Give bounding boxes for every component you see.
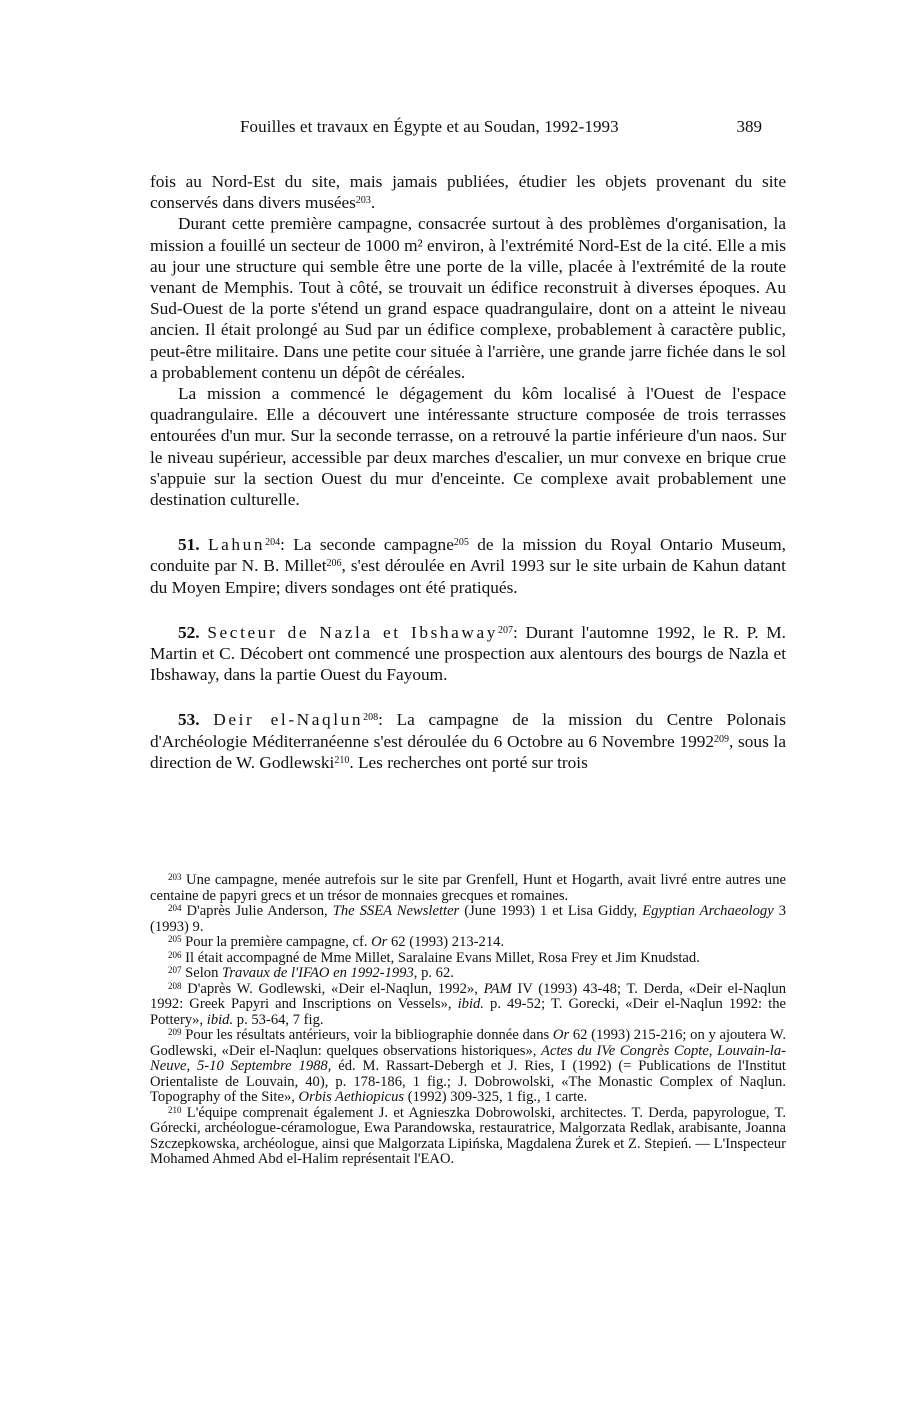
footnote-ref: 203	[355, 195, 371, 207]
footnote-209: $^{209}$ Pour les résultats antérieurs, voir la bibliographie donnée dans Or 62 (1993) 215-216; on y ajoutera W. Godlewski, «Deir el-Naqlun: quelques observations historiques», Actes du IVe Congrès Copte, Louvain-la-Neuve, 5-10 Septembre 1988, éd. M. Rassart-Debergh et J. Ries, I (1992) (= Publications de l'Institut Orientaliste de Louvain, 40), p. 178-186, 1 fig.; J. Dobrowolski, «The Monastic Complex of Naqlun. Topography of the Site», Orbis Aethiopicus (1992) 309-325, 1 fig., 1 carte.	[150, 1027, 786, 1105]
section-number: 52.	[178, 622, 200, 642]
section-number: 53.	[178, 710, 200, 730]
footnote-210: $^{210}$ L'équipe comprenait également J. et Agnieszka Dobrowolski, architectes. T. Derda, papyrologue, T. Górecki, archéologue-céramologue, Ewa Parandowska, restauratrice, Malgorzata Redlak, arabisante, Joanna Szczepkowska, archéologue, ainsi que Malgorzata Lipińska, Magdalena Żurek et Z. Stepień. — L'Inspecteur Mohamed Ahmed Abd el-Halim représentait l'EAO.	[150, 1104, 786, 1167]
footnote-207: $^{207}$ Selon Travaux de l'IFAO en 1992-1993, p. 62.	[168, 965, 454, 981]
main-text	[150, 171, 786, 773]
running-title: Fouilles et travaux en Égypte et au Soudan, 1992-1993	[240, 117, 619, 136]
footnote-ref: 209	[714, 733, 730, 745]
footnote-ref: 207	[498, 624, 514, 636]
footnote-203: $^{203}$ Une campagne, menée autrefois sur le site par Grenfell, Hunt et Hogarth, avait livré entre autres une centaine de papyri grecs et un trésor de monnaies grecques et romaines.	[150, 872, 786, 904]
footnote-ref: 206	[326, 558, 342, 570]
footnote-206: $^{206}$ Il était accompagné de Mme Millet, Saralaine Evans Millet, Rosa Frey et Jim Knudstad.	[168, 949, 700, 966]
footnote-204: $^{204}$ D'après Julie Anderson, The SSEA Newsletter (June 1993) 1 et Lisa Giddy, Egyptian Archaeology 3 (1993) 9.	[150, 903, 787, 935]
footnote-ref: 208	[363, 712, 379, 724]
footnote-ref: 205	[453, 537, 469, 549]
page-number: 389	[736, 117, 762, 136]
running-header	[150, 117, 762, 141]
section-51: 51. Lahun$^{204}$: La seconde campagne$^{205}$ de la mission du Royal Ontario Museum, conduite par N. B. Millet$^{206}$, s'est déroulée en Avril 1993 sur le site urbain de Kahun datant du Moyen Empire; divers sondages ont été pratiqués.	[150, 535, 786, 597]
footnote-208: $^{208}$ D'après W. Godlewski, «Deir el-Naqlun, 1992», PAM IV (1993) 43-48; T. Derda, «Deir el-Naqlun 1992: Greek Papyri and Inscriptions on Vessels», ibid. p. 49-52; T. Gorecki, «Deir el-Naqlun 1992: the Pottery», ibid. p. 53-64, 7 fig.	[150, 980, 786, 1028]
paragraph-continuation: fois au Nord-Est du site, mais jamais publiées, étudier les objets provenant du site conservés dans divers musées$^{203}$.	[150, 172, 786, 213]
footnote-ref: 204	[265, 537, 281, 549]
site-name: Secteur de Nazla et Ibshaway	[207, 622, 499, 642]
paragraph-first-campaign: Durant cette première campagne, consacrée surtout à des problèmes d'organisation, la mission a fouillé un secteur de 1000 m² environ, à l'extrémité Nord-Est de la cité. Elle a mis au jour une structure qui semble être une porte de la ville, placée à l'extrémité de la route venant de Memphis. Tout à côté, se trouvait un édifice reconstruit à diverses époques. Au Sud-Ouest de la porte s'étend un grand espace quadrangulaire, dont on a atteint le niveau ancien. Il était prolongé au Sud par un édifice complexe, probablement à caractère public, peut-être militaire. Dans une petite cour située à l'arrière, une grande jarre fichée dans le sol a probablement contenu un dépôt de céréales.	[150, 214, 786, 382]
footnotes	[150, 873, 786, 1168]
section-52: 52. Secteur de Nazla et Ibshaway$^{207}$: Durant l'automne 1992, le R. P. M. Martin et C. Décobert ont commencé une prospection aux alentours des bourgs de Nazla et Ibshaway, dans la partie Ouest du Fayoum.	[150, 622, 786, 685]
footnote-ref: 210	[334, 754, 350, 766]
site-name: Deir el-Naqlun	[213, 710, 364, 730]
footnote-205: $^{205}$ Pour la première campagne, cf. Or 62 (1993) 213-214.	[168, 934, 505, 950]
section-number: 51.	[178, 535, 200, 555]
site-name: Lahun	[207, 535, 266, 555]
section-53: 53. Deir el-Naqlun$^{208}$: La campagne de la mission du Centre Polonais d'Archéologie Méditerranéenne s'est déroulée du 6 Octobre au 6 Novembre 1992$^{209}$, sous la direction de W. Godlewski$^{210}$. Les recherches ont porté sur trois	[150, 710, 786, 772]
paragraph-kom: La mission a commencé le dégagement du kôm localisé à l'Ouest de l'espace quadrangulaire. Elle a découvert une intéressante structure composée de trois terrasses entourées d'un mur. Sur la seconde terrasse, on a retrouvé la partie inférieure d'un naos. Sur le niveau supérieur, accessible par deux marches d'escalier, un mur convexe en brique crue s'appuie sur la section Ouest du mur d'enceinte. Ce complexe avait probablement une destination culturelle.	[150, 384, 786, 510]
